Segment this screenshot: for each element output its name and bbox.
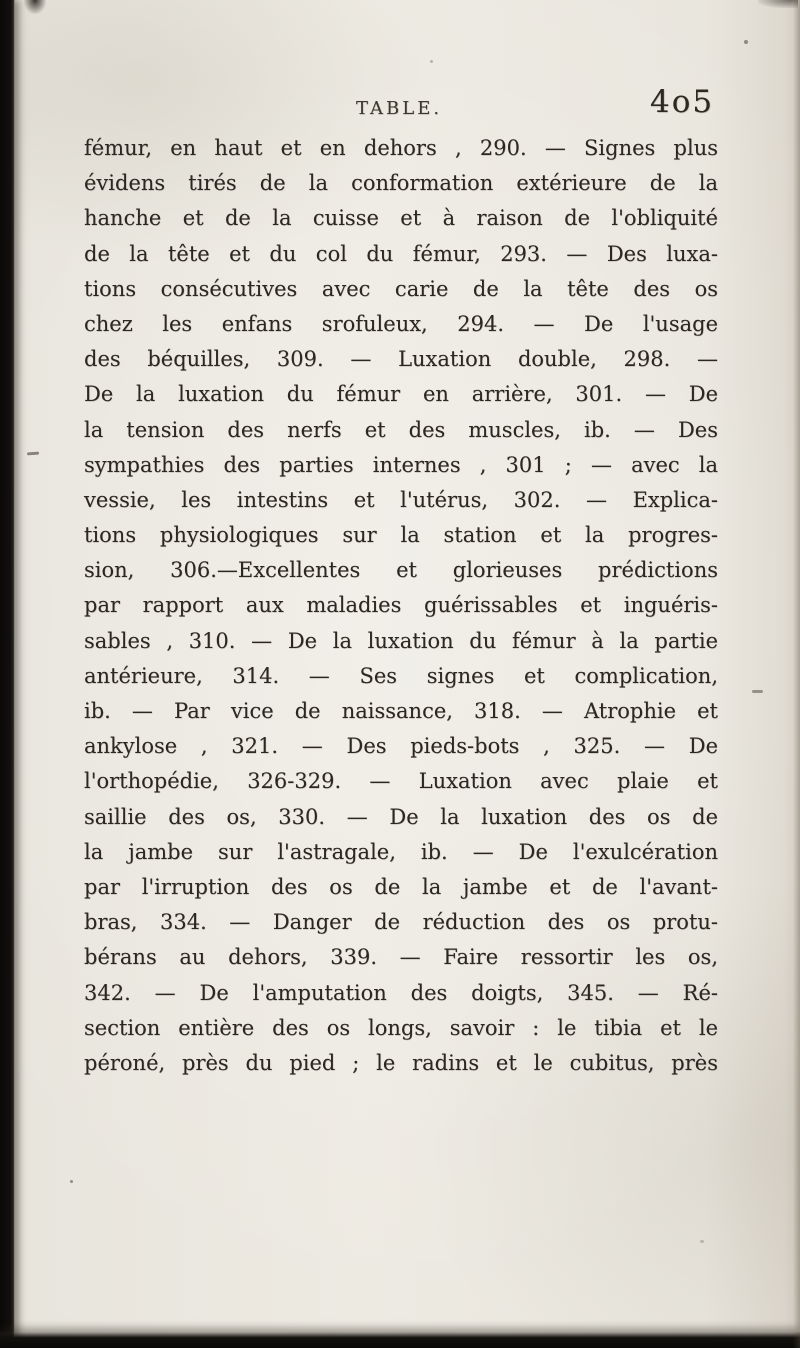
text-line: la jambe sur l'astragale, ib. — De l'exulcération [84,839,718,864]
text-line: fémur, en haut et en dehors , 290. — Signes plus [84,136,718,160]
text-line: chez les enfans srofuleux, 294. — De l'usage [84,311,718,336]
text-line: bras, 334. — Danger de réduction des os protu- [84,910,718,935]
text-line: péroné, près du pied ; le radins et le cubitus, près [84,1050,718,1075]
text-line: ib. — Par vice de naissance, 318. — Atrophie et [84,699,718,723]
text-line: l'orthopédie, 326-329. — Luxation avec plaie et [84,769,718,794]
text-line: ankylose , 321. — Des pieds-bots , 325. — De [84,734,718,759]
text-line: évidens tirés de la conformation extérieure de la [84,171,718,196]
text-line: hanche et de la cuisse et à raison de l'obliquité [84,206,718,231]
text-line: des béquilles, 309. — Luxation double, 298. — [84,347,718,372]
text-line: tions consécutives avec carie de la tête des os [84,276,718,301]
text-line: saillie des os, 330. — De la luxation des os de [84,804,718,829]
text-line: antérieure, 314. — Ses signes et complication, [84,663,718,688]
margin-mark-left [27,452,39,456]
text-line: par rapport aux maladies guérissables et inguéris- [84,593,718,618]
margin-mark-right [752,690,763,693]
text-line: vessie, les intestins et l'utérus, 302. — Explica- [84,487,718,512]
paper-speck [700,1240,704,1243]
text-line: sion, 306.—Excellentes et glorieuses prédictions [84,558,718,583]
text-line: section entière des os longs, savoir : le tibia et le [84,1015,718,1040]
scan-edge-bottom-artifact [0,1332,800,1348]
page-header [0,84,800,128]
text-line: sables , 310. — De la luxation du fémur à la partie [84,628,718,653]
text-line: par l'irruption des os de la jambe et de l'avant- [84,874,718,899]
page-number: 4o5 [650,84,715,120]
text-line: 342. — De l'amputation des doigts, 345. — Ré- [84,980,718,1005]
scan-corner-mark-top-right [758,0,798,8]
text-line: la tension des nerfs et des muscles, ib. — Des [84,417,718,442]
text-line: tions physiologiques sur la station et la progres- [84,523,718,548]
running-head-title: TABLE. [356,98,443,119]
paper-speck [744,40,748,44]
body-text [84,131,718,1081]
scan-edge-left-artifact [0,0,15,1348]
scan-edge-right-shadow [793,0,800,1348]
text-line: De la luxation du fémur en arrière, 301. — De [84,382,718,407]
text-line: sympathies des parties internes , 301 ; — avec la [84,452,718,477]
text-line: de la tête et du col du fémur, 293. — Des luxa- [84,241,718,266]
text-line: bérans au dehors, 339. — Faire ressortir les os, [84,945,718,970]
scan-corner-mark-top-left [24,0,46,14]
paper-speck [430,60,433,63]
paper-speck [70,1180,73,1183]
